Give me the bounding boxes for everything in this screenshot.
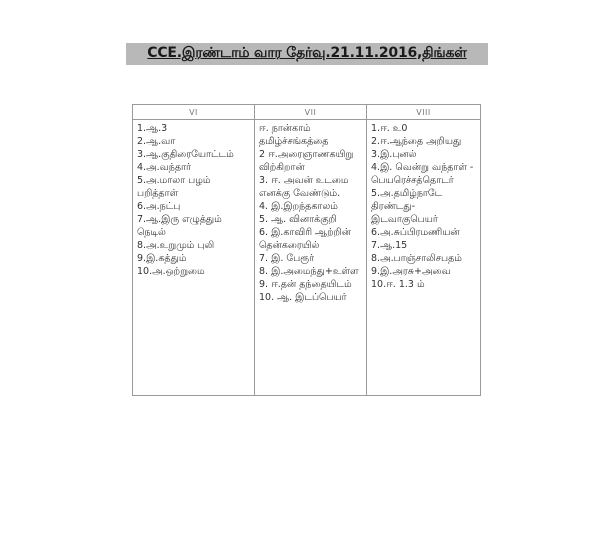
answer-item: 2 ஈ.அரைஞாணகயிறு விற்கிறான் [259,149,354,173]
answer-item: 1.ஈ. உ0 [371,123,408,134]
answer-item: 9.இ.அரசு+அவை [371,266,451,277]
answer-item: 3. ஈ. அவன் உடமை எனக்கு வேண்டும். [259,175,349,199]
answer-item: 3.இ.புனல் [371,149,417,160]
header-row [133,105,481,120]
answer-item: 8.அ.பாஞ்சாலிசபதம் [371,253,462,264]
answers-row [133,120,481,396]
answer-item: 9. ஈ.தன் தந்தையிடம் [259,279,352,290]
answer-item: 7.ஆ.இரு எழுத்தும் நெடில் [137,214,222,238]
answer-item: 4.இ. வென்று வந்தாள் - பெயரெச்சத்தொடர் [371,162,474,186]
answer-item: 4.அ.வந்தார் [137,162,191,173]
answer-item: 2.ஈ.ஆந்தை அறியது [371,136,462,147]
column-vi [133,120,255,396]
answer-item: 10.ஈ. 1.3 ம் [371,279,425,290]
answer-item: 10.அ.ஒற்றுமை [137,266,205,277]
answer-item: 8.அ.உறுமும் புலி [137,240,215,251]
answer-item: 10. ஆ. இடப்பெயர் [259,292,347,303]
column-header-viii: VIII [367,105,481,120]
answer-item: 3.ஆ.குதிரையோட்டம் [137,149,234,160]
answer-item: 1.ஆ.3 [137,123,168,134]
column-viii [367,120,481,396]
page-title: CCE.இரண்டாம் வார தேர்வு.21.11.2016,திங்கள் [147,45,467,61]
answer-item: 6. இ.காவிரி ஆற்றின் தென்கரையில் [259,227,351,251]
answer-item: 4. இ.இறந்தகாலம் [259,201,338,212]
answer-item: 6.அ.சுப்பிரமணியன் [371,227,460,238]
column-header-vi: VI [133,105,255,120]
answer-item: 9.இ.கத்தும் [137,253,187,264]
answer-item: 5.அ.தமிழ்நாடே திரண்டது- இடவாகுபெயர் [371,188,443,225]
answer-table [132,104,481,396]
answer-item: 7. இ. பேரூர் [259,253,315,264]
column-vii [255,120,367,396]
title-bar [126,43,488,65]
answer-item: 8. இ.அமைந்து+உள்ள [259,266,359,277]
answer-item: 5.அ.மாலா பழம் பறித்தாள் [137,175,211,199]
answer-item: 5. ஆ. வினாக்குறி [259,214,337,225]
answer-item: 6.அ.நட்பு [137,201,181,212]
column-header-vii: VII [255,105,367,120]
answer-item: 2.ஆ.வா [137,136,176,147]
answer-item: 7.ஆ.15 [371,240,408,251]
answer-item: ஈ. நான்காம் தமிழ்ச்சங்கத்தை [259,123,329,147]
